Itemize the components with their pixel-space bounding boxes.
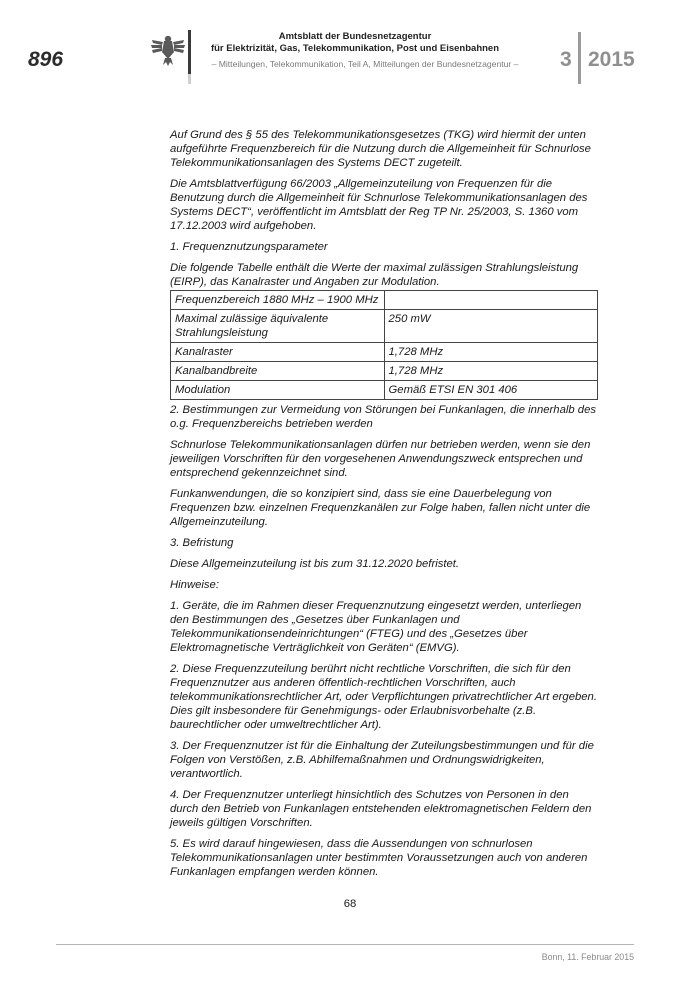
table-row [171,310,598,343]
issue-divider [578,32,581,84]
issue-number: 3 [560,48,572,71]
header-divider [188,30,191,74]
journal-subtitle: – Mitteilungen, Telekommunikation, Teil A, Mitteilungen der Bundesnetzagentur – [211,59,519,69]
table-cell-value: 250 mW [384,310,598,343]
table-cell-label: Kanalraster [171,343,385,362]
validity-paragraph: Diese Allgemeinzuteilung ist bis zum 31.12.2020 befristet. [170,558,460,570]
table-row [171,381,598,400]
note-5: 5. Es wird darauf hingewiesen, dass die Aussendungen von schnurlosen Telekommunikationsanlagen unter bestimmten Voraussetzungen auch von anderen Funkanlagen empfangen werden können. [170,838,588,878]
table-row [171,343,598,362]
note-1: 1. Geräte, die im Rahmen dieser Frequenznutzung eingesetzt werden, unterliegen den Bestimmungen des „Gesetzes über Funkanlagen und Telekommunikationsendeinrichtungen“ (FTEG) und des „Gesetzes über Elektromagnetische Verträglichkeit von Geräten“ (EMVG). [170,600,582,654]
table-row [171,291,598,310]
footer-divider [56,944,634,945]
table-intro-paragraph: Die folgende Tabelle enthält die Werte der maximal zulässigen Strahlungsleistung (EIRP), das Kanalraster und Angaben zur Modulation. [170,262,579,288]
federal-eagle-icon [150,32,186,68]
table-cell-label: Kanalbandbreite [171,362,385,381]
journal-title [200,31,510,55]
footer-page-number: 68 [343,898,357,910]
note-2: 2. Diese Frequenzzuteilung berührt nicht rechtliche Vorschriften, die sich für den Frequenznutzer aus anderen öffentlich-rechtlichen Vorschriften, auch telekommunikationsrechtlicher Art, oder Verpflichtungen privatrechtlicher Art ergeben. Dies gilt insbesondere für Genehmigungs- oder Erlaubnisvorbehalte (z.B. baurechtlicher oder umweltrechtlicher Art). [170,663,597,731]
frequency-parameters-table [170,290,598,400]
journal-title-line2: für Elektrizität, Gas, Telekommunikation, Post und Eisenbahnen [210,43,500,54]
table-cell-label: Modulation [171,381,385,400]
note-3: 3. Der Frequenznutzer ist für die Einhaltung der Zuteilungsbestimmungen und für die Folgen von Verstößen, z.B. Abhilfemaßnahmen und Ordnungswidrigkeiten, verantwortlich. [170,740,594,780]
table-cell-value: Gemäß ETSI EN 301 406 [384,381,598,400]
note-4: 4. Der Frequenznutzer unterliegt hinsichtlich des Schutzes von Personen in den durch den Betrieb von Funkanlagen entstehenden elektromagnetischen Feldern den jeweils gültigen Vorschriften. [170,789,592,829]
notes-heading: Hinweise: [170,579,219,591]
footer-date: Bonn, 11. Februar 2015 [541,952,634,962]
table-cell-value: 1,728 MHz [384,362,598,381]
section-heading-1: 1. Frequenznutzungsparameter [170,241,328,253]
header-divider-tail [188,74,191,84]
journal-title-line1: Amtsblatt der Bundesnetzagentur [278,31,432,42]
operation-paragraph: Schnurlose Telekommunikationsanlagen dürfen nur betrieben werden, wenn sie den jeweiligen Vorschriften für den vorgesehenen Anwendungszweck entsprechen und entsprechend gekennzeichnet sind. [170,439,591,479]
page-number: 896 [28,48,64,71]
issue-year: 2015 [588,48,635,71]
repeal-paragraph: Die Amtsblattverfügung 66/2003 „Allgemeinzuteilung von Frequenzen für die Benutzung durch die Allgemeinheit für Schnurlose Telekommunikationsanlagen des Systems DECT“, veröffentlicht im Amtsblatt der Reg TP Nr. 25/2003, S. 1360 vom 17.12.2003 wird aufgehoben. [170,178,588,232]
section-heading-2: 2. Bestimmungen zur Vermeidung von Störungen bei Funkanlagen, die innerhalb des o.g. Frequenzbereichs betrieben werden [170,404,596,430]
continuous-use-paragraph: Funkanwendungen, die so konzipiert sind, dass sie eine Dauerbelegung von Frequenzen bzw. einzelnen Frequenzkanälen zur Folge haben, fallen nicht unter die Allgemeinzuteilung. [170,488,591,528]
section-heading-3: 3. Befristung [170,537,234,549]
intro-paragraph: Auf Grund des § 55 des Telekommunikationsgesetzes (TKG) wird hiermit der unten aufgeführte Frequenzbereich für die Nutzung durch die Allgemeinheit für Schnurlose Telekommunikationsanlagen des Systems DECT zugeteilt. [170,129,591,169]
document-body [170,128,598,886]
table-row [171,362,598,381]
table-cell-label: Maximal zulässige äquivalente Strahlungsleistung [171,310,385,343]
table-cell-value: 1,728 MHz [384,343,598,362]
table-cell-label: Frequenzbereich 1880 MHz – 1900 MHz [171,291,385,310]
table-cell-value [384,291,598,310]
